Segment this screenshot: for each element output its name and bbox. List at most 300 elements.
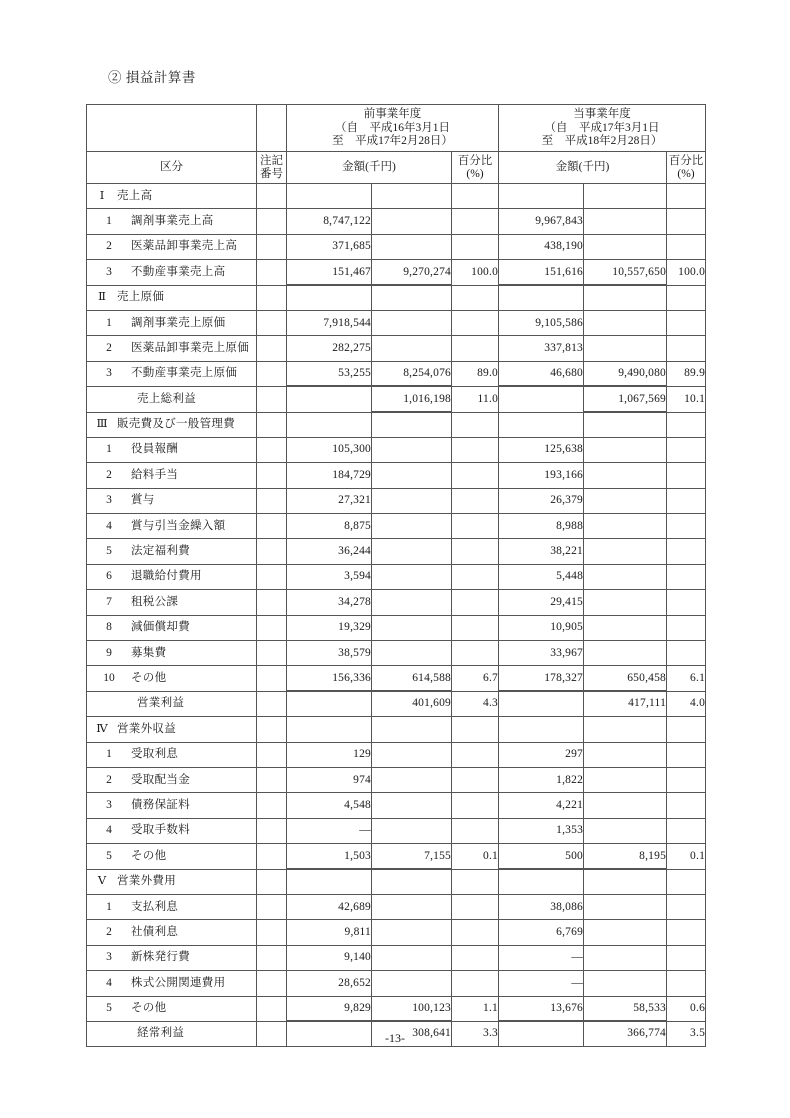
pct-curr-cell [667, 514, 706, 539]
amount-prev-cell: 34,278 [287, 590, 372, 615]
amount-prev-cell: 105,300 [287, 437, 372, 462]
row-note-number-cell [257, 818, 287, 843]
pct-prev-cell [452, 869, 499, 894]
subtotal-curr-cell [584, 336, 667, 361]
curr-period-name: 当事業年度 [573, 107, 631, 120]
pct-curr-cell [667, 971, 706, 996]
row-note-number-cell [257, 260, 287, 285]
table-row [87, 463, 706, 488]
row-marker: Ⅰ [99, 189, 105, 202]
pct-curr-cell [667, 615, 706, 640]
amount-prev-cell: — [287, 818, 372, 843]
subtotal-curr-cell [584, 437, 667, 462]
header-curr-period [499, 105, 706, 152]
subtotal-curr-cell: 417,111 [584, 691, 667, 716]
amount-curr-cell: 38,221 [499, 539, 584, 564]
row-label: 減価償却費 [131, 621, 190, 634]
amount-curr-cell: 26,379 [499, 488, 584, 513]
pct-curr-line1: 百分比 [668, 154, 704, 167]
pct-prev-cell [452, 894, 499, 919]
amount-prev-cell: 42,689 [287, 894, 372, 919]
row-label: 売上総利益 [137, 392, 196, 405]
pct-prev-cell: 6.7 [452, 666, 499, 691]
amount-curr-cell: 10,905 [499, 615, 584, 640]
amount-curr-cell: 500 [499, 844, 584, 869]
subtotal-prev-cell: 100,123 [372, 996, 452, 1021]
table-row [87, 894, 706, 919]
row-note-number-cell [257, 844, 287, 869]
subtotal-prev-cell: 8,254,076 [372, 361, 452, 386]
row-marker: 6 [106, 570, 112, 583]
amount-prev-cell [287, 691, 372, 716]
row-note-number-cell [257, 691, 287, 716]
pct-curr-cell [667, 285, 706, 310]
pct-curr-line2: (%) [677, 167, 695, 180]
amount-curr-cell: 9,967,843 [499, 209, 584, 234]
column-header-pct-prev [452, 152, 499, 184]
amount-prev-cell [287, 412, 372, 437]
pct-curr-cell [667, 234, 706, 259]
subtotal-curr-cell [584, 539, 667, 564]
row-label-cell [87, 945, 257, 970]
subtotal-prev-cell [372, 564, 452, 589]
note-number-line2: 番号 [260, 167, 283, 180]
row-marker: 1 [106, 900, 112, 913]
row-label-cell [87, 971, 257, 996]
amount-curr-cell: 29,415 [499, 590, 584, 615]
row-marker: 3 [106, 265, 112, 278]
pct-prev-cell [452, 564, 499, 589]
row-label-cell [87, 209, 257, 234]
header-row-columns [87, 152, 706, 184]
subtotal-curr-cell: 650,458 [584, 666, 667, 691]
row-note-number-cell [257, 615, 287, 640]
table-row [87, 361, 706, 386]
table-row [87, 742, 706, 767]
pct-curr-cell [667, 310, 706, 335]
subtotal-curr-cell [584, 767, 667, 792]
subtotal-prev-cell [372, 717, 452, 742]
row-label: 営業外収益 [117, 722, 176, 735]
table-row [87, 844, 706, 869]
amount-curr-cell [499, 412, 584, 437]
row-label: 経常利益 [137, 1027, 185, 1040]
row-label-cell [87, 641, 257, 666]
pct-prev-line2: (%) [466, 167, 484, 180]
pct-curr-cell [667, 184, 706, 209]
subtotal-curr-cell [584, 488, 667, 513]
subtotal-prev-cell [372, 488, 452, 513]
subtotal-prev-cell [372, 184, 452, 209]
row-label-cell [87, 742, 257, 767]
row-marker: 1 [106, 316, 112, 329]
row-note-number-cell [257, 209, 287, 234]
pct-prev-cell [452, 742, 499, 767]
row-marker: 1 [106, 443, 112, 456]
pct-curr-cell [667, 488, 706, 513]
subtotal-curr-cell [584, 564, 667, 589]
pct-curr-cell: 89.9 [667, 361, 706, 386]
table-row [87, 488, 706, 513]
amount-prev-cell: 129 [287, 742, 372, 767]
amount-prev-cell: 282,275 [287, 336, 372, 361]
row-note-number-cell [257, 514, 287, 539]
row-note-number-cell [257, 310, 287, 335]
row-label-cell [87, 894, 257, 919]
pct-curr-cell [667, 767, 706, 792]
row-label-cell [87, 564, 257, 589]
table-row [87, 818, 706, 843]
pct-prev-cell: 89.0 [452, 361, 499, 386]
amount-prev-cell: 4,548 [287, 793, 372, 818]
row-marker: 4 [106, 519, 112, 532]
amount-prev-cell: 1,503 [287, 844, 372, 869]
pct-curr-cell [667, 564, 706, 589]
row-label-cell [87, 818, 257, 843]
row-marker: 8 [106, 621, 112, 634]
row-label-cell [87, 234, 257, 259]
subtotal-curr-cell [584, 641, 667, 666]
row-note-number-cell [257, 336, 287, 361]
pct-prev-cell [452, 717, 499, 742]
amount-prev-cell [287, 717, 372, 742]
row-label-cell [87, 869, 257, 894]
note-number-line1: 注記 [260, 154, 283, 167]
pct-curr-cell: 10.1 [667, 387, 706, 412]
subtotal-prev-cell [372, 412, 452, 437]
table-row [87, 920, 706, 945]
pct-curr-cell [667, 336, 706, 361]
pct-prev-cell [452, 209, 499, 234]
row-label: 営業外費用 [117, 875, 176, 888]
subtotal-curr-cell [584, 920, 667, 945]
pct-prev-cell [452, 590, 499, 615]
pct-curr-cell [667, 894, 706, 919]
row-note-number-cell [257, 971, 287, 996]
pct-curr-cell [667, 437, 706, 462]
row-label: 役員報酬 [131, 443, 179, 456]
pct-curr-cell [667, 818, 706, 843]
amount-prev-cell: 974 [287, 767, 372, 792]
table-row [87, 590, 706, 615]
subtotal-curr-cell [584, 514, 667, 539]
row-marker: 2 [106, 341, 112, 354]
amount-curr-cell: 125,638 [499, 437, 584, 462]
subtotal-curr-cell [584, 463, 667, 488]
row-label: その他 [131, 1002, 167, 1015]
subtotal-prev-cell: 1,016,198 [372, 387, 452, 412]
row-marker: 4 [106, 976, 112, 989]
row-marker: Ⅴ [97, 875, 107, 888]
row-note-number-cell [257, 742, 287, 767]
amount-curr-cell: 337,813 [499, 336, 584, 361]
table-row [87, 641, 706, 666]
row-note-number-cell [257, 361, 287, 386]
table-row [87, 539, 706, 564]
pct-curr-cell: 0.1 [667, 844, 706, 869]
amount-curr-cell: 4,221 [499, 793, 584, 818]
subtotal-curr-cell: 10,557,650 [584, 260, 667, 285]
row-label: 社債利息 [131, 925, 179, 938]
pct-curr-cell [667, 920, 706, 945]
row-label: 支払利息 [131, 900, 179, 913]
amount-prev-cell [287, 387, 372, 412]
row-marker: 4 [106, 824, 112, 837]
row-note-number-cell [257, 996, 287, 1021]
subtotal-prev-cell: 401,609 [372, 691, 452, 716]
table-row [87, 285, 706, 310]
curr-period-to: 至 平成18年2月28日） [541, 135, 663, 148]
pct-prev-cell [452, 336, 499, 361]
row-note-number-cell [257, 285, 287, 310]
table-row [87, 615, 706, 640]
row-label: 受取手数料 [131, 824, 190, 837]
row-note-number-cell [257, 945, 287, 970]
row-marker: 7 [106, 595, 112, 608]
subtotal-curr-cell [584, 742, 667, 767]
column-header-pct-curr [667, 152, 706, 184]
row-label-cell [87, 387, 257, 412]
subtotal-curr-cell: 58,533 [584, 996, 667, 1021]
pct-prev-cell [452, 539, 499, 564]
row-marker: 2 [106, 773, 112, 786]
amount-curr-cell [499, 184, 584, 209]
row-label-cell [87, 717, 257, 742]
subtotal-curr-cell [584, 818, 667, 843]
prev-period-name: 前事業年度 [363, 107, 422, 120]
row-label: 不動産事業売上原価 [131, 367, 238, 380]
subtotal-prev-cell: 614,588 [372, 666, 452, 691]
row-note-number-cell [257, 793, 287, 818]
row-marker: 2 [106, 240, 112, 253]
pct-curr-cell [667, 945, 706, 970]
amount-curr-cell: 297 [499, 742, 584, 767]
subtotal-curr-cell: 366,774 [584, 1021, 667, 1046]
pct-curr-cell: 3.5 [667, 1021, 706, 1046]
row-label: 調剤事業売上原価 [131, 316, 226, 329]
table-row [87, 336, 706, 361]
table-row [87, 691, 706, 716]
pct-prev-cell: 3.3 [452, 1021, 499, 1046]
subtotal-prev-cell [372, 209, 452, 234]
amount-curr-cell [499, 691, 584, 716]
pct-prev-cell [452, 615, 499, 640]
table-row [87, 564, 706, 589]
subtotal-prev-cell [372, 437, 452, 462]
table-row [87, 260, 706, 285]
pct-prev-cell [452, 285, 499, 310]
subtotal-curr-cell [584, 184, 667, 209]
row-marker: 5 [106, 545, 112, 558]
table-row [87, 437, 706, 462]
row-label: 調剤事業売上高 [131, 214, 214, 227]
row-marker: 3 [106, 798, 112, 811]
amount-curr-cell [499, 285, 584, 310]
amount-curr-cell: 438,190 [499, 234, 584, 259]
amount-prev-cell: 9,829 [287, 996, 372, 1021]
row-note-number-cell [257, 387, 287, 412]
row-label: その他 [131, 672, 167, 684]
amount-prev-cell: 53,255 [287, 361, 372, 386]
pct-prev-cell [452, 818, 499, 843]
amount-prev-cell: 7,918,544 [287, 310, 372, 335]
amount-curr-cell [499, 717, 584, 742]
pct-prev-cell [452, 463, 499, 488]
pct-prev-cell [452, 793, 499, 818]
amount-prev-cell: 8,747,122 [287, 209, 372, 234]
amount-curr-cell: 5,448 [499, 564, 584, 589]
subtotal-curr-cell: 1,067,569 [584, 387, 667, 412]
row-label-cell [87, 590, 257, 615]
header-row-periods [87, 105, 706, 152]
table-header [87, 105, 706, 184]
pct-curr-cell: 6.1 [667, 666, 706, 691]
pct-prev-line1: 百分比 [457, 154, 493, 167]
pct-prev-cell: 4.3 [452, 691, 499, 716]
table-row [87, 767, 706, 792]
prev-period-to: 至 平成17年2月28日） [332, 135, 453, 148]
row-marker: 2 [106, 925, 112, 938]
pct-prev-cell: 11.0 [452, 387, 499, 412]
amount-prev-cell: 38,579 [287, 641, 372, 666]
amount-prev-cell: 27,321 [287, 488, 372, 513]
row-label: 販売費及び一般管理費 [117, 418, 235, 431]
subtotal-prev-cell [372, 945, 452, 970]
subtotal-curr-cell [584, 971, 667, 996]
subtotal-prev-cell [372, 920, 452, 945]
subtotal-prev-cell [372, 894, 452, 919]
subtotal-prev-cell [372, 793, 452, 818]
subtotal-curr-cell [584, 590, 667, 615]
amount-curr-cell: 151,616 [499, 260, 584, 285]
income-statement-table [86, 104, 706, 1047]
row-marker: Ⅲ [96, 418, 108, 431]
pct-prev-cell [452, 184, 499, 209]
pct-curr-cell [667, 742, 706, 767]
pct-prev-cell [452, 412, 499, 437]
row-note-number-cell [257, 564, 287, 589]
amount-prev-cell: 371,685 [287, 234, 372, 259]
pct-curr-cell [667, 412, 706, 437]
subtotal-prev-cell [372, 767, 452, 792]
table-row [87, 412, 706, 437]
amount-curr-cell: — [499, 945, 584, 970]
row-marker: 3 [106, 494, 112, 507]
page-number: -13- [385, 1031, 405, 1045]
subtotal-curr-cell [584, 793, 667, 818]
subtotal-curr-cell [584, 717, 667, 742]
table-row [87, 996, 706, 1021]
row-label-cell [87, 488, 257, 513]
row-label-cell [87, 463, 257, 488]
amount-curr-cell [499, 869, 584, 894]
header-prev-period [287, 105, 499, 152]
subtotal-curr-cell [584, 209, 667, 234]
row-label: 医薬品卸事業売上高 [131, 240, 238, 253]
amount-prev-cell: 184,729 [287, 463, 372, 488]
pct-prev-cell: 1.1 [452, 996, 499, 1021]
subtotal-prev-cell [372, 463, 452, 488]
row-label-cell [87, 310, 257, 335]
column-header-note-number [257, 152, 287, 184]
amount-prev-cell [287, 285, 372, 310]
amount-curr-cell: 178,327 [499, 666, 584, 691]
amount-curr-cell [499, 387, 584, 412]
header-blank-kubun [87, 105, 257, 152]
amount-prev-cell: 19,329 [287, 615, 372, 640]
subtotal-prev-cell [372, 641, 452, 666]
table-row [87, 209, 706, 234]
row-label: 医薬品卸事業売上原価 [131, 341, 249, 354]
row-label-cell [87, 666, 257, 691]
pct-prev-cell [452, 514, 499, 539]
pct-prev-cell: 0.1 [452, 844, 499, 869]
row-label-cell [87, 539, 257, 564]
table-row [87, 869, 706, 894]
row-note-number-cell [257, 590, 287, 615]
pct-prev-cell [452, 641, 499, 666]
row-note-number-cell [257, 539, 287, 564]
amount-prev-cell: 151,467 [287, 260, 372, 285]
subtotal-curr-cell [584, 894, 667, 919]
pct-prev-cell: 100.0 [452, 260, 499, 285]
subtotal-prev-cell [372, 869, 452, 894]
row-label: 法定福利費 [131, 545, 190, 558]
table-row [87, 717, 706, 742]
subtotal-curr-cell: 8,195 [584, 844, 667, 869]
row-label: 不動産事業売上高 [131, 265, 226, 278]
row-label-cell [87, 615, 257, 640]
subtotal-prev-cell [372, 336, 452, 361]
pct-curr-cell: 0.6 [667, 996, 706, 1021]
row-label-cell [87, 767, 257, 792]
amount-curr-cell: 193,166 [499, 463, 584, 488]
amount-curr-cell: — [499, 971, 584, 996]
row-note-number-cell [257, 488, 287, 513]
table-row [87, 971, 706, 996]
subtotal-curr-cell [584, 945, 667, 970]
subtotal-curr-cell [584, 285, 667, 310]
row-note-number-cell [257, 437, 287, 462]
subtotal-prev-cell [372, 310, 452, 335]
row-label: 受取利息 [131, 748, 179, 761]
amount-prev-cell: 156,336 [287, 666, 372, 691]
amount-prev-cell [287, 184, 372, 209]
row-label-cell [87, 184, 257, 209]
row-marker: 5 [106, 849, 112, 862]
table-row [87, 184, 706, 209]
row-label: 売上高 [117, 189, 153, 202]
row-note-number-cell [257, 412, 287, 437]
row-label-cell [87, 412, 257, 437]
table-row [87, 945, 706, 970]
table-row [87, 793, 706, 818]
row-label-cell [87, 514, 257, 539]
subtotal-prev-cell: 308,641 [372, 1021, 452, 1046]
row-label-cell [87, 437, 257, 462]
row-note-number-cell [257, 463, 287, 488]
pct-curr-cell [667, 869, 706, 894]
row-note-number-cell [257, 717, 287, 742]
pct-prev-cell [452, 234, 499, 259]
pct-prev-cell [452, 920, 499, 945]
row-marker: Ⅳ [96, 722, 108, 735]
pct-prev-cell [452, 488, 499, 513]
row-note-number-cell [257, 234, 287, 259]
amount-prev-cell: 36,244 [287, 539, 372, 564]
pct-curr-cell [667, 539, 706, 564]
subtotal-prev-cell [372, 615, 452, 640]
